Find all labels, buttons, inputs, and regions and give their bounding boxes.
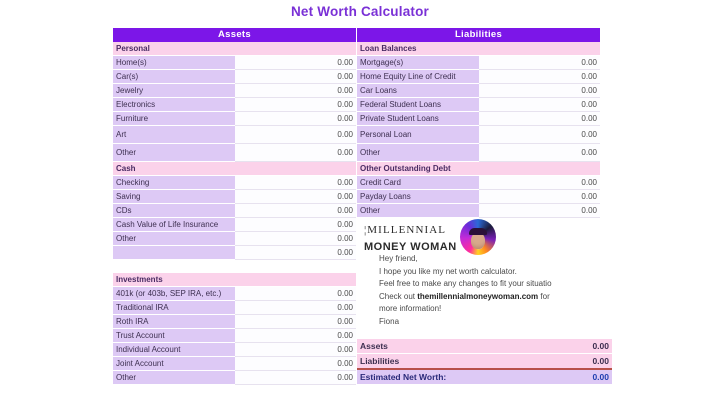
estimated-net-worth-label: Estimated Net Worth: [357, 369, 469, 384]
row-value[interactable]: 0.00 [479, 126, 601, 144]
page-title: Net Worth Calculator [290, 4, 429, 19]
row-label: 401k (or 403b, SEP IRA, etc.) [113, 287, 235, 301]
row-value[interactable]: 0.00 [235, 190, 357, 204]
row-label: Home(s) [113, 56, 235, 70]
total-assets-value: 0.00 [469, 339, 612, 354]
totals-table [357, 339, 612, 384]
table-row[interactable] [113, 84, 356, 98]
note-signature: Fiona [379, 316, 400, 326]
row-label: Trust Account [113, 329, 235, 343]
section-label: Investments [113, 273, 356, 287]
row-label: Other [357, 144, 479, 162]
website-link[interactable]: themillennialmoneywoman.com [417, 291, 539, 301]
section-header-row [357, 42, 600, 56]
row-label: Private Student Loans [357, 112, 479, 126]
total-assets-label: Assets [357, 339, 469, 354]
table-row[interactable] [357, 126, 600, 144]
row-label: Roth IRA [113, 315, 235, 329]
row-label: Other [113, 232, 235, 246]
brand-line-1: ¦MILLENNIAL [364, 224, 447, 236]
row-value[interactable]: 0.00 [235, 357, 357, 371]
row-label: Car(s) [113, 70, 235, 84]
assets-column-header: Assets [113, 28, 356, 42]
spreadsheet-area [113, 28, 609, 400]
row-label: Car Loans [357, 84, 479, 98]
row-label: Electronics [113, 98, 235, 112]
section-label: Cash [113, 162, 356, 176]
row-value[interactable]: 0.00 [479, 70, 601, 84]
total-assets-row [357, 339, 612, 354]
section-label: Other Outstanding Debt [357, 162, 600, 176]
table-row[interactable] [113, 287, 356, 301]
row-value[interactable]: 0.00 [235, 70, 357, 84]
table-row[interactable] [357, 56, 600, 70]
section-spacer [113, 260, 356, 273]
section-header-row [113, 273, 356, 287]
table-row[interactable] [113, 343, 356, 357]
table-row[interactable] [357, 204, 600, 218]
row-value[interactable]: 0.00 [235, 329, 357, 343]
liabilities-column-header: Liabilities [357, 28, 600, 42]
total-liabilities-value: 0.00 [469, 354, 612, 370]
table-row[interactable] [357, 84, 600, 98]
row-label: Other [113, 371, 235, 385]
row-label: Mortgage(s) [357, 56, 479, 70]
row-value[interactable]: 0.00 [235, 56, 357, 70]
row-value[interactable]: 0.00 [479, 84, 601, 98]
table-row[interactable] [113, 329, 356, 343]
note-line-4-suffix: for [538, 291, 550, 301]
table-row[interactable] [113, 315, 356, 329]
note-line-4-prefix: Check out [379, 291, 418, 301]
brand-line-2: MONEY WOMAN [364, 240, 457, 253]
row-label: Individual Account [113, 343, 235, 357]
row-value[interactable]: 0.00 [479, 112, 601, 126]
row-value[interactable]: 0.00 [235, 301, 357, 315]
row-label: Joint Account [113, 357, 235, 371]
section-label: Personal [113, 42, 356, 56]
table-row[interactable] [113, 98, 356, 112]
table-row[interactable] [357, 98, 600, 112]
row-value[interactable]: 0.00 [235, 84, 357, 98]
row-label: Home Equity Line of Credit [357, 70, 479, 84]
liabilities-table [357, 42, 600, 218]
table-row[interactable] [113, 70, 356, 84]
table-row[interactable] [357, 176, 600, 190]
row-value[interactable]: 0.00 [235, 218, 357, 232]
table-row[interactable] [113, 357, 356, 371]
row-value[interactable]: 0.00 [479, 56, 601, 70]
table-row[interactable] [357, 144, 600, 162]
row-value[interactable]: 0.00 [479, 190, 601, 204]
row-value[interactable]: 0.00 [235, 232, 357, 246]
table-row[interactable] [357, 190, 600, 204]
row-value[interactable]: 0.00 [479, 98, 601, 112]
assets-personal-table [113, 42, 356, 260]
table-row[interactable] [113, 126, 356, 144]
row-value[interactable]: 0.00 [235, 112, 357, 126]
note-text [357, 251, 600, 329]
author-note-block [357, 218, 600, 339]
estimated-net-worth-row [357, 369, 612, 384]
row-label: Jewelry [113, 84, 235, 98]
table-row[interactable] [113, 204, 356, 218]
row-value[interactable]: 0.00 [479, 204, 601, 218]
row-label: Credit Card [357, 176, 479, 190]
table-row[interactable] [357, 112, 600, 126]
total-liabilities-label: Liabilities [357, 354, 469, 370]
assets-investments-table [113, 273, 356, 385]
note-line-4 [379, 291, 600, 304]
table-row[interactable] [113, 190, 356, 204]
table-row[interactable] [113, 144, 356, 162]
table-row[interactable] [113, 56, 356, 70]
row-label: Federal Student Loans [357, 98, 479, 112]
brand-wordmark [364, 221, 457, 255]
liabilities-column [357, 28, 609, 384]
avatar [460, 219, 496, 255]
row-value[interactable]: 0.00 [479, 144, 601, 162]
note-line-3: Feel free to make any changes to fit your situatio [379, 279, 552, 289]
row-value[interactable]: 0.00 [235, 144, 357, 162]
total-liabilities-row [357, 354, 612, 370]
section-header-row [113, 162, 356, 176]
millennial-money-woman-logo [357, 221, 600, 251]
row-label: Saving [113, 190, 235, 204]
table-row[interactable] [113, 176, 356, 190]
table-row[interactable] [113, 218, 356, 232]
section-header-row [357, 162, 600, 176]
row-value[interactable]: 0.00 [235, 315, 357, 329]
row-value[interactable]: 0.00 [479, 176, 601, 190]
row-value[interactable]: 0.00 [235, 371, 357, 385]
row-value[interactable]: 0.00 [235, 98, 357, 112]
row-label: Payday Loans [357, 190, 479, 204]
row-label [113, 246, 235, 260]
section-header-row [113, 42, 356, 56]
table-row[interactable] [113, 246, 356, 260]
table-row[interactable] [357, 70, 600, 84]
table-row[interactable] [113, 112, 356, 126]
table-row[interactable] [113, 232, 356, 246]
row-label: Checking [113, 176, 235, 190]
row-value[interactable]: 0.00 [235, 287, 357, 301]
note-line-2: I hope you like my net worth calculator. [379, 266, 517, 276]
row-label: Art [113, 126, 235, 144]
row-label: Personal Loan [357, 126, 479, 144]
row-value[interactable]: 0.00 [235, 126, 357, 144]
row-label: CDs [113, 204, 235, 218]
section-label: Loan Balances [357, 42, 600, 56]
note-line-5: more information! [379, 304, 442, 314]
row-value[interactable]: 0.00 [235, 343, 357, 357]
row-label: Furniture [113, 112, 235, 126]
row-value[interactable]: 0.00 [235, 204, 357, 218]
row-label: Other [357, 204, 479, 218]
assets-column [113, 28, 356, 385]
row-value[interactable]: 0.00 [235, 246, 357, 260]
table-row[interactable] [113, 371, 356, 385]
note-greeting: Hey friend, [379, 254, 418, 263]
row-label: Other [113, 144, 235, 162]
estimated-net-worth-value: 0.00 [469, 369, 612, 384]
row-label: Cash Value of Life Insurance [113, 218, 235, 232]
row-label: Traditional IRA [113, 301, 235, 315]
table-row[interactable] [113, 301, 356, 315]
row-value[interactable]: 0.00 [235, 176, 357, 190]
